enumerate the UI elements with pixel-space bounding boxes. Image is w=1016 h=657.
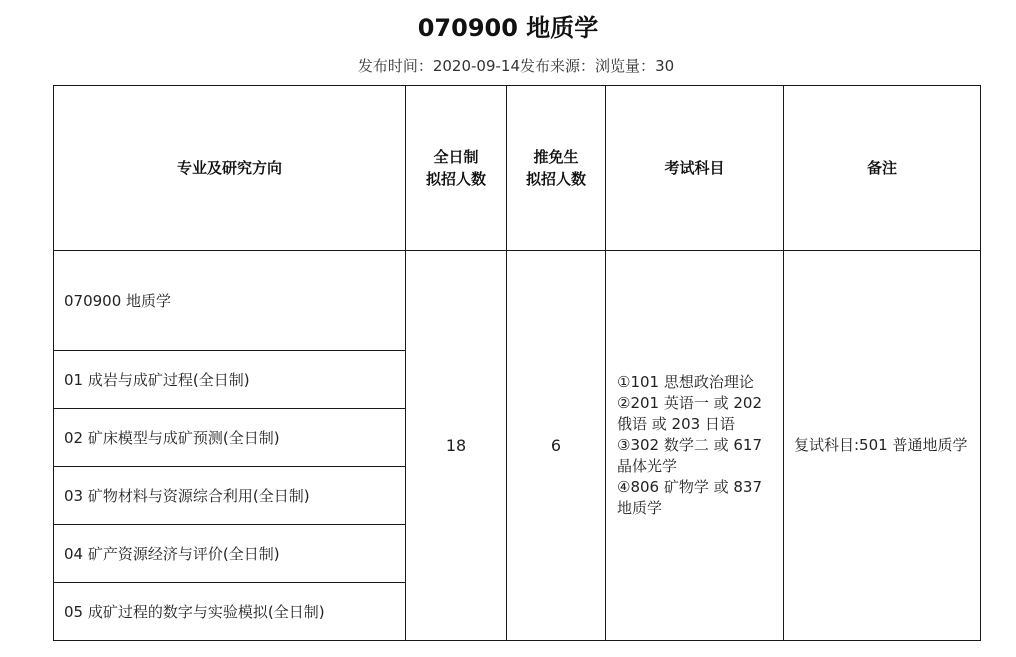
table-header-row (54, 86, 981, 251)
exam-subject-line: 俄语 或 203 日语 (617, 415, 735, 433)
direction-cell: 02 矿床模型与成矿预测(全日制) (54, 409, 406, 467)
major-cell: 070900 地质学 (54, 251, 406, 351)
page-title: 070900 地质学 (417, 14, 599, 42)
views-value: 30 (655, 57, 675, 75)
views-label: 浏览量： (595, 57, 656, 75)
header-fulltime-line1: 全日制 (433, 148, 479, 166)
direction-cell: 05 成矿过程的数字与实验模拟(全日制) (54, 583, 406, 641)
exam-subject-line: ③302 数学二 或 617 (617, 436, 763, 454)
direction-cell: 04 矿产资源经济与评价(全日制) (54, 525, 406, 583)
header-exempt-line1: 推免生 (533, 148, 579, 166)
header-exempt-quota (507, 86, 606, 251)
exam-subjects-cell (606, 251, 784, 641)
header-fulltime-quota (406, 86, 507, 251)
header-notes: 备注 (784, 86, 981, 251)
header-fulltime-line2: 拟招人数 (425, 170, 486, 188)
header-exam-subjects: 考试科目 (606, 86, 784, 251)
source-label: 发布来源： (520, 57, 596, 75)
direction-cell: 01 成岩与成矿过程(全日制) (54, 351, 406, 409)
publish-time-value: 2020-09-14 (432, 57, 521, 75)
table-row (54, 251, 981, 351)
exempt-quota-cell: 6 (507, 251, 606, 641)
exam-subject-line: 晶体光学 (617, 457, 678, 475)
remark-cell: 复试科目:501 普通地质学 (784, 251, 981, 641)
fulltime-quota-cell: 18 (406, 251, 507, 641)
exam-subject-line: ①101 思想政治理论 (617, 373, 754, 391)
exam-subject-line: ④806 矿物学 或 837 (617, 478, 763, 496)
enrollment-table (53, 85, 981, 641)
exam-subject-line: 地质学 (617, 499, 663, 517)
header-exempt-line2: 拟招人数 (525, 170, 586, 188)
header-direction: 专业及研究方向 (54, 86, 406, 251)
publish-meta (0, 55, 1016, 77)
publish-time-label: 发布时间： (357, 57, 433, 75)
direction-cell: 03 矿物材料与资源综合利用(全日制) (54, 467, 406, 525)
exam-subject-line: ②201 英语一 或 202 (617, 394, 763, 412)
